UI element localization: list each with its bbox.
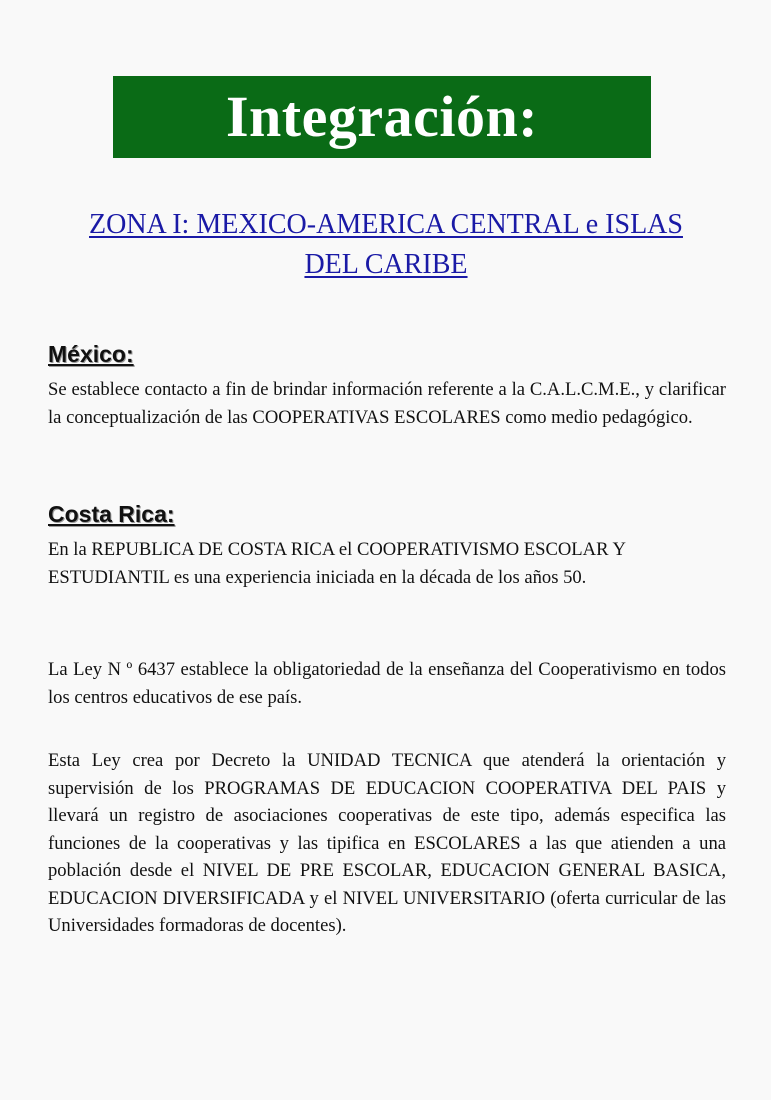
section-heading-mexico: México: [48, 341, 134, 367]
paragraph-costa-rica-intro: En la REPUBLICA DE COSTA RICA el COOPERATIVISMO ESCOLAR Y ESTUDIANTIL es una experiencia iniciada en la década de los años 50. [48, 539, 626, 588]
zone-heading: ZONA I: MEXICO-AMERICA CENTRAL e ISLAS DEL CARIBE [89, 209, 683, 280]
page-title: Integración: [225, 84, 539, 149]
title-banner [113, 76, 651, 158]
paragraph-costa-rica-unit: Esta Ley crea por Decreto la UNIDAD TECNICA que atenderá la orientación y supervisión de los PROGRAMAS DE EDUCACION COOPERATIVA DEL PAIS y llevará un registro de asociaciones cooperativas de este tipo, además especifica las funciones de la cooperativas y las tipifica en ESCOLARES a las que atienden a una población desde el NIVEL DE PRE ESCOLAR, EDUCACION GENERAL BASICA, EDUCACION DIVERSIFICADA y el NIVEL UNIVERSITARIO (oferta curricular de las Universidades formadoras de docentes). [48, 750, 726, 936]
section-heading-costa-rica: Costa Rica: [48, 501, 175, 527]
paragraph-costa-rica-law: La Ley N º 6437 establece la obligatoriedad de la enseñanza del Cooperativismo en todos los centros educativos de ese país. [48, 659, 726, 708]
paragraph-mexico: Se establece contacto a fin de brindar información referente a la C.A.L.C.M.E., y clarificar la conceptualización de las COOPERATIVAS ESCOLARES como medio pedagógico. [48, 379, 726, 428]
